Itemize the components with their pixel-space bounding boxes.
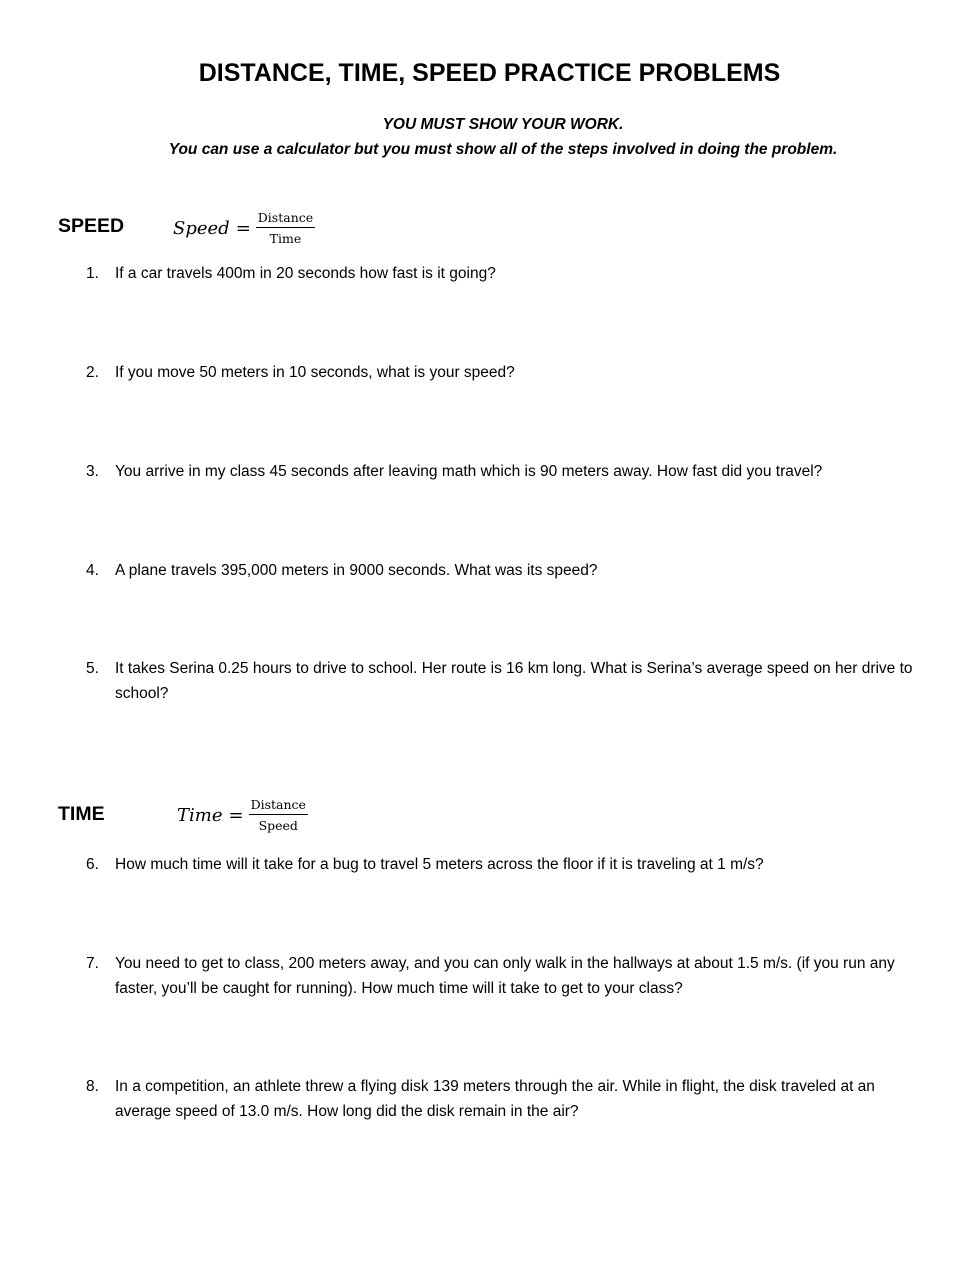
problem-text: You arrive in my class 45 seconds after leaving math which is 90 meters away. How fast did you travel? <box>115 463 823 480</box>
formula-numerator: Distance <box>256 210 315 228</box>
formula-denominator: Speed <box>258 818 298 833</box>
instruction-show-work: YOU MUST SHOW YOUR WORK. <box>382 116 624 133</box>
problem-text: You need to get to class, 200 meters away, and you can only walk in the hallways at about 1.5 m/s. (if you run any faster, you’ll be caught for running). How much time will it take to get to your class? <box>115 955 895 997</box>
problem-3 <box>86 460 916 485</box>
problem-number: 1. <box>86 265 99 282</box>
time-formula <box>177 797 308 833</box>
instruction-calculator: You can use a calculator but you must show all of the steps involved in doing the problem. <box>168 141 838 158</box>
formula-lhs: Time <box>177 804 223 826</box>
section-label-time: TIME <box>58 803 105 825</box>
speed-formula <box>173 210 315 246</box>
problem-text: If a car travels 400m in 20 seconds how fast is it going? <box>115 265 496 282</box>
problem-number: 7. <box>86 955 99 972</box>
formula-equals: = <box>235 217 251 239</box>
problem-number: 6. <box>86 856 99 873</box>
problem-2 <box>86 361 916 386</box>
problem-4 <box>86 559 916 584</box>
formula-fraction <box>256 210 315 246</box>
formula-lhs: Speed <box>173 217 230 239</box>
formula-equals: = <box>228 804 244 826</box>
problem-5 <box>86 657 916 706</box>
problem-text: In a competition, an athlete threw a flying disk 139 meters through the air. While in flight, the disk traveled at an average speed of 13.0 m/s. How long did the disk remain in the air? <box>115 1078 875 1120</box>
problem-6 <box>86 853 916 878</box>
page-title: DISTANCE, TIME, SPEED PRACTICE PROBLEMS <box>198 59 781 87</box>
formula-denominator: Time <box>269 231 302 246</box>
problem-1 <box>86 262 916 287</box>
problem-text: It takes Serina 0.25 hours to drive to school. Her route is 16 km long. What is Serina’s average speed on her drive to school? <box>115 660 913 702</box>
problem-text: How much time will it take for a bug to travel 5 meters across the floor if it is traveling at 1 m/s? <box>115 856 764 873</box>
section-label-speed: SPEED <box>58 215 125 237</box>
problem-text: A plane travels 395,000 meters in 9000 seconds. What was its speed? <box>115 562 598 579</box>
problem-8 <box>86 1075 916 1124</box>
problem-7 <box>86 952 916 1001</box>
problem-number: 5. <box>86 660 99 677</box>
formula-fraction <box>249 797 308 833</box>
problem-text: If you move 50 meters in 10 seconds, what is your speed? <box>115 364 515 381</box>
problem-number: 8. <box>86 1078 99 1095</box>
problem-number: 3. <box>86 463 99 480</box>
problem-number: 4. <box>86 562 99 579</box>
problem-number: 2. <box>86 364 99 381</box>
formula-numerator: Distance <box>249 797 308 815</box>
